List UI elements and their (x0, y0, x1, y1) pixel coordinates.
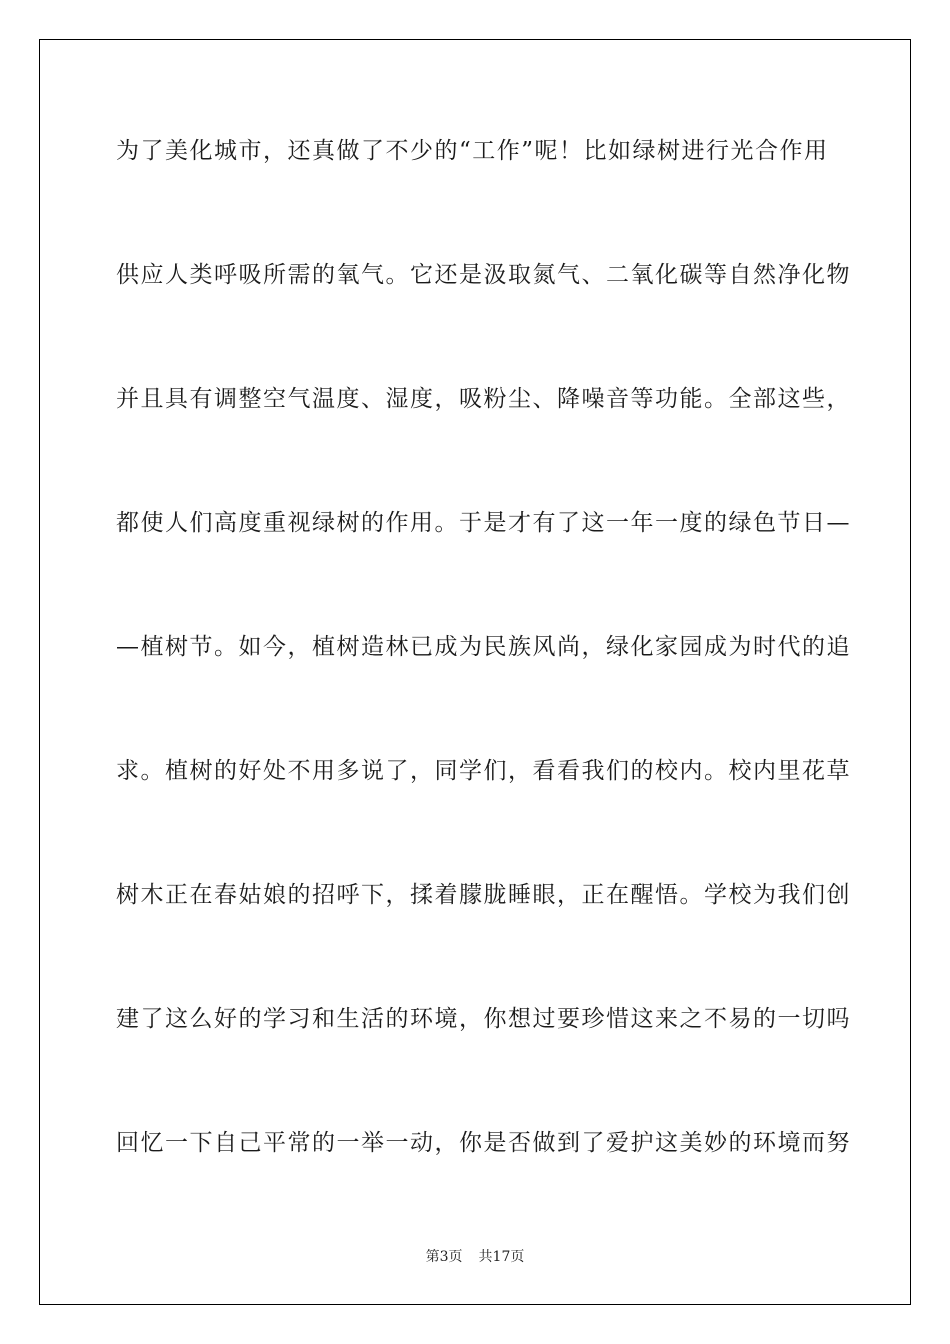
text-line: 都使人们高度重视绿树的作用。于是才有了这一年一度的绿色节日— (116, 510, 851, 536)
page-footer (0, 1248, 950, 1266)
page-border (39, 39, 911, 1305)
text-line: 建了这么好的学习和生活的环境，你想过要珍惜这来之不易的一切吗 (116, 1006, 851, 1032)
page-total: 共17页 (478, 1249, 525, 1265)
text-line: 树木正在春姑娘的招呼下，揉着朦胧睡眼，正在醒悟。学校为我们创 (116, 882, 851, 908)
page-number: 第3页 (425, 1249, 463, 1265)
text-line: 回忆一下自己平常的一举一动，你是否做到了爱护这美妙的环境而努 (116, 1130, 851, 1156)
text-line: 并且具有调整空气温度、湿度，吸粉尘、降噪音等功能。全部这些， (116, 386, 851, 412)
text-line: 供应人类呼吸所需的氧气。它还是汲取氮气、二氧化碳等自然净化物 (116, 262, 851, 288)
text-line: —植树节。如今，植树造林已成为民族风尚，绿化家园成为时代的追 (116, 634, 851, 660)
text-line: 为了美化城市，还真做了不少的“工作”呢！比如绿树进行光合作用 (116, 138, 829, 164)
text-line: 求。植树的好处不用多说了，同学们，看看我们的校内。校内里花草 (116, 758, 851, 784)
